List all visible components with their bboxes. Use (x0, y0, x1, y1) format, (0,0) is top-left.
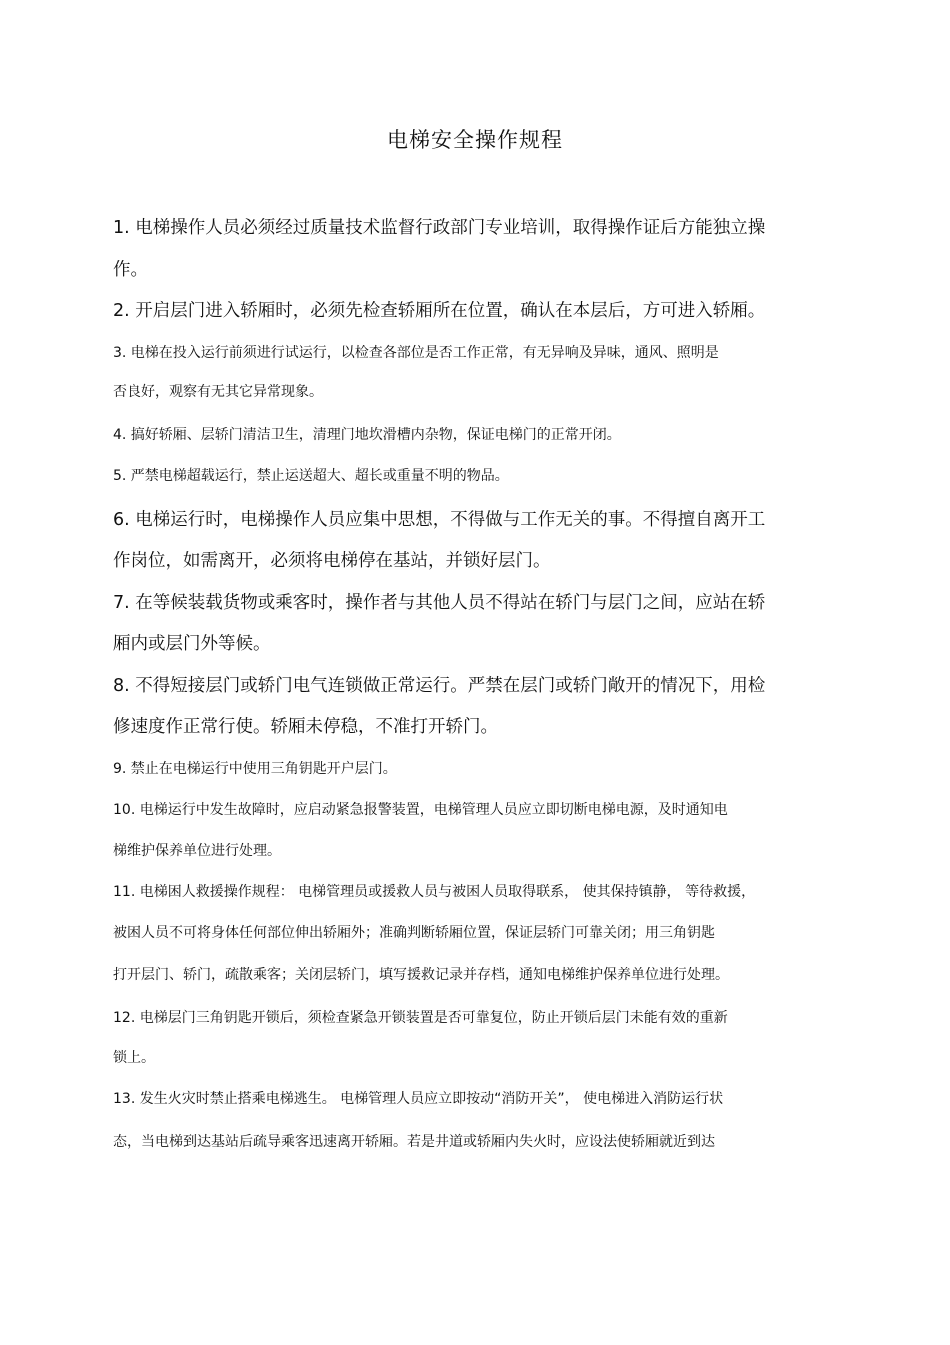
rule-line: 作。 (113, 260, 148, 280)
rule-line: 否良好，观察有无其它异常现象。 (113, 384, 323, 400)
rule-line: 梯维护保养单位进行处理。 (113, 843, 281, 859)
rule-line: 锁上。 (113, 1050, 155, 1066)
rule-line: 7. 在等候装载货物或乘客时，操作者与其他人员不得站在轿门与层门之间，应站在轿 (113, 593, 766, 613)
page-title: 电梯安全操作规程 (387, 128, 563, 152)
rule-line: 12. 电梯层门三角钥匙开锁后，须检查紧急开锁装置是否可靠复位，防止开锁后层门未能有效的重新 (113, 1010, 728, 1026)
rule-line: 2. 开启层门进入轿厢时，必须先检查轿厢所在位置，确认在本层后，方可进入轿厢。 (113, 301, 766, 321)
rule-line: 9. 禁止在电梯运行中使用三角钥匙开户层门。 (113, 761, 397, 777)
rule-line: 3. 电梯在投入运行前须进行试运行，以检查各部位是否工作正常，有无异响及异味，通风、照明是 (113, 345, 719, 361)
rule-line: 11. 电梯困人救援操作规程： 电梯管理员或援救人员与被困人员取得联系， 使其保持镇静， 等待救援， (113, 884, 756, 900)
rule-line: 态，当电梯到达基站后疏导乘客迅速离开轿厢。若是井道或轿厢内失火时，应设法使轿厢就近到达 (113, 1134, 715, 1150)
rule-line: 13. 发生火灾时禁止搭乘电梯逃生。 电梯管理人员应立即按动“消防开关”， 使电梯进入消防运行状 (113, 1091, 724, 1107)
rule-line: 5. 严禁电梯超载运行，禁止运送超大、超长或重量不明的物品。 (113, 468, 509, 484)
rule-line: 打开层门、轿门，疏散乘客；关闭层轿门，填写援救记录并存档，通知电梯维护保养单位进行处理。 (113, 967, 729, 983)
rule-line: 修速度作正常行使。轿厢未停稳，不准打开轿门。 (113, 717, 498, 737)
rule-line: 作岗位，如需离开，必须将电梯停在基站，并锁好层门。 (113, 551, 551, 571)
rule-line: 6. 电梯运行时，电梯操作人员应集中思想，不得做与工作无关的事。不得擅自离开工 (113, 510, 766, 530)
rule-line: 10. 电梯运行中发生故障时，应启动紧急报警装置，电梯管理人员应立即切断电梯电源，及时通知电 (113, 802, 728, 818)
rule-line: 被困人员不可将身体任何部位伸出轿厢外；准确判断轿厢位置，保证层轿门可靠关闭；用三角钥匙 (113, 925, 715, 941)
rule-line: 厢内或层门外等候。 (113, 634, 271, 654)
rule-line: 4. 搞好轿厢、层轿门清洁卫生，清理门地坎滑槽内杂物，保证电梯门的正常开闭。 (113, 427, 621, 443)
rule-line: 8. 不得短接层门或轿门电气连锁做正常运行。严禁在层门或轿门敞开的情况下，用检 (113, 676, 766, 696)
rule-line: 1. 电梯操作人员必须经过质量技术监督行政部门专业培训，取得操作证后方能独立操 (113, 218, 766, 238)
